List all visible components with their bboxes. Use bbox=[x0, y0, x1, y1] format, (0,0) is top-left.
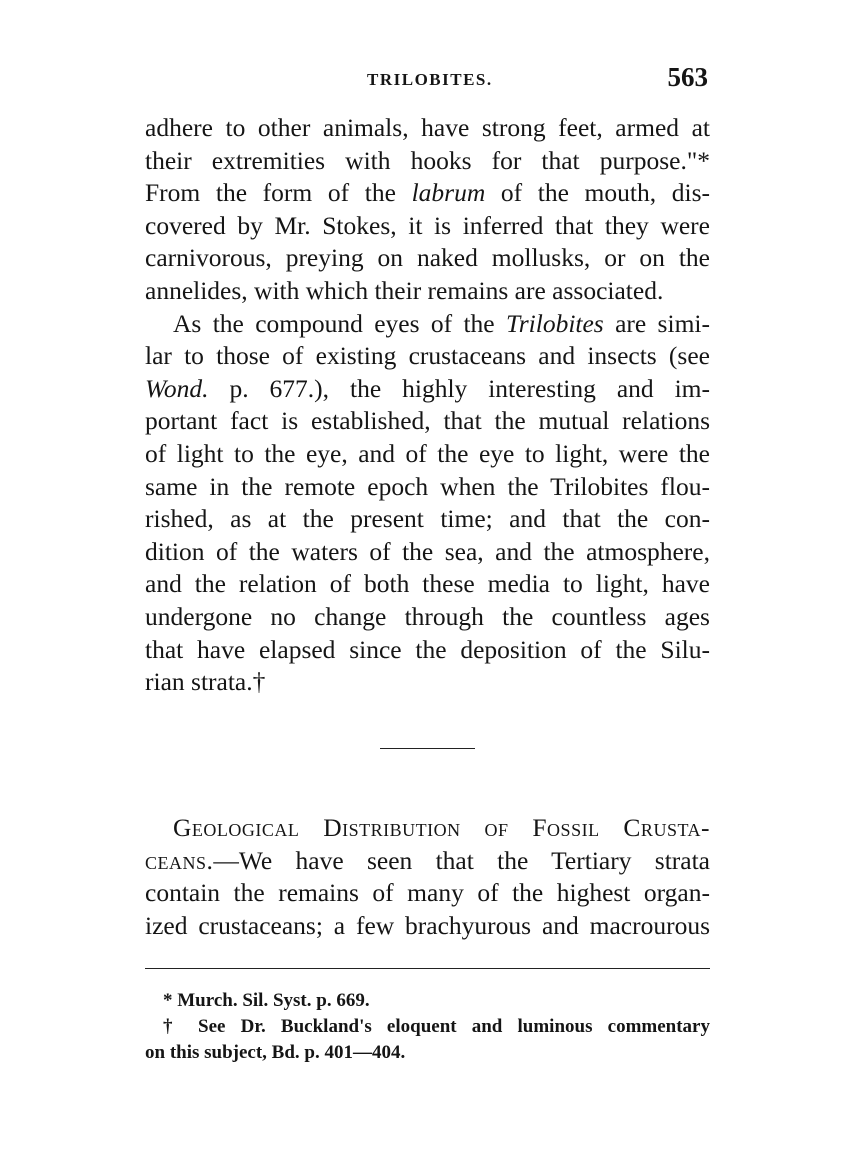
body-line: rished, as at the present time; and that the con- bbox=[145, 504, 710, 534]
body-line: their extremities with hooks for that purpose."* bbox=[145, 145, 710, 175]
body-line: ized crustaceans; a few brachyurous and macrourous bbox=[145, 910, 710, 940]
body-line: of light to the eye, and of the eye to light, were the bbox=[145, 438, 710, 468]
body-line: and the relation of both these media to light, have bbox=[145, 569, 710, 599]
body-line: covered by Mr. Stokes, it is inferred that they were bbox=[145, 210, 710, 240]
italic-term-trilobites: Trilobites bbox=[505, 308, 604, 338]
footnote-2: † See Dr. Buckland's eloquent and luminous commentary bbox=[163, 1016, 710, 1037]
body-line: rian strata.† bbox=[145, 667, 266, 697]
footnote-1: * Murch. Sil. Syst. p. 669. bbox=[163, 990, 370, 1011]
section-heading-line: Geological Distribution of Fossil Crusta- bbox=[173, 813, 710, 842]
text-run: of the mouth, dis- bbox=[485, 178, 710, 208]
italic-term-labrum: labrum bbox=[411, 178, 486, 208]
body-line: carnivorous, preying on naked mollusks, or on the bbox=[145, 243, 710, 273]
body-line bbox=[145, 845, 710, 878]
page-number: 563 bbox=[667, 62, 708, 92]
footnotes bbox=[145, 988, 710, 1066]
body-line: adhere to other animals, have strong feet, armed at bbox=[145, 113, 710, 142]
text-run: —We have seen that the Tertiary strata bbox=[213, 845, 710, 875]
body-line bbox=[145, 308, 710, 341]
body-line bbox=[145, 373, 710, 406]
section-heading-continuation: ceans. bbox=[145, 845, 214, 875]
body-line: same in the remote epoch when the Trilobites flou- bbox=[145, 471, 710, 501]
running-head bbox=[145, 62, 710, 96]
body-line: undergone no change through the countless ages bbox=[145, 601, 710, 631]
body-line bbox=[145, 177, 710, 210]
running-head-title: TRILOBITES. bbox=[367, 70, 493, 89]
body-line: lar to those of existing crustaceans and insects (see bbox=[145, 341, 710, 371]
text-run: As the compound eyes of the bbox=[173, 308, 506, 338]
section-divider bbox=[380, 748, 475, 749]
body-line: that have elapsed since the deposition of the Silu- bbox=[145, 634, 710, 664]
italic-ref-wond: Wond. bbox=[145, 373, 209, 403]
body-line: contain the remains of many of the highest organ- bbox=[145, 878, 710, 908]
section-paragraph bbox=[145, 812, 710, 942]
body-line: portant fact is established, that the mutual relations bbox=[145, 406, 710, 436]
footnote-2-continued: on this subject, Bd. p. 401—404. bbox=[145, 1042, 406, 1063]
footnote-divider bbox=[145, 968, 710, 969]
text-run: are simi- bbox=[603, 308, 710, 338]
text-run: p. 677.), the highly interesting and im- bbox=[208, 373, 710, 403]
text-run: From the form of the bbox=[145, 178, 412, 208]
body-line: annelides, with which their remains are associated. bbox=[145, 275, 664, 305]
body-paragraphs bbox=[145, 112, 710, 699]
body-line: dition of the waters of the sea, and the atmosphere, bbox=[145, 536, 710, 566]
